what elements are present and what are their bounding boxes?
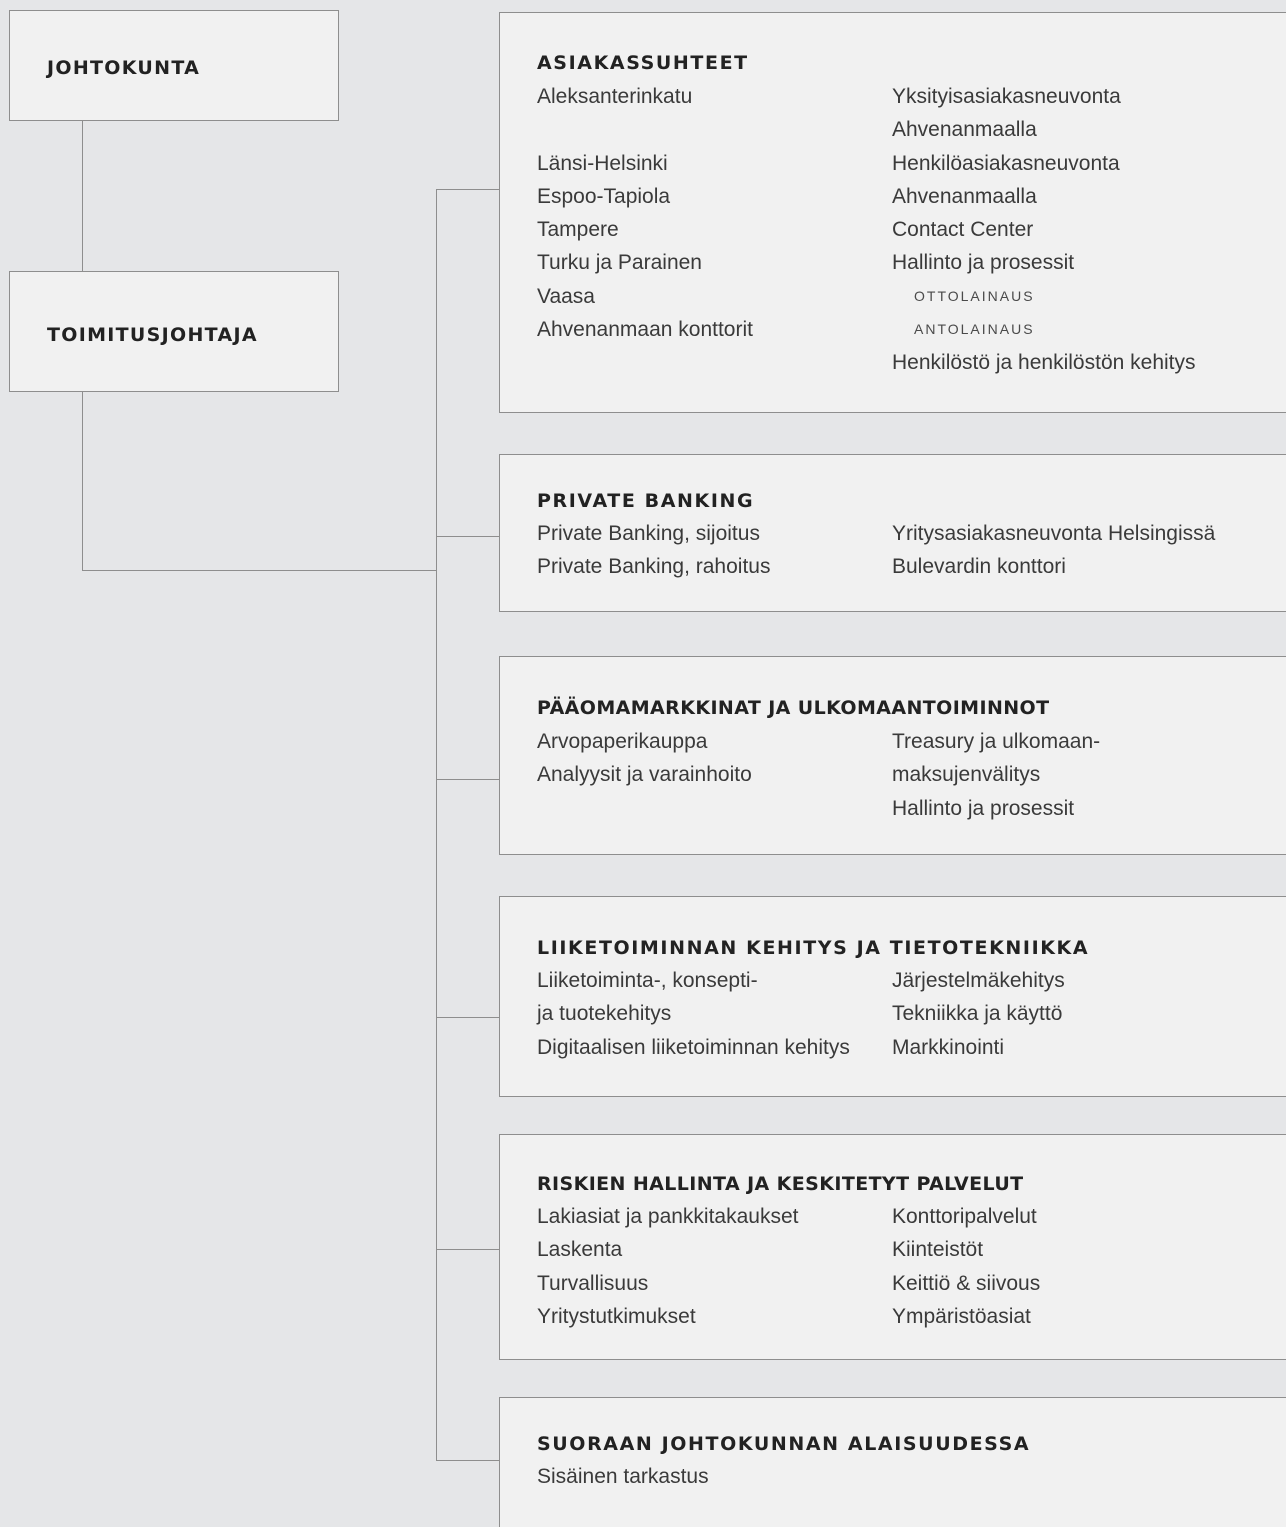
- list-item: Hallinto ja prosessit: [892, 796, 1075, 820]
- list-item: Yritystutkimukset: [537, 1304, 696, 1328]
- list-item: Yritysasiakasneuvonta Helsingissä: [892, 522, 1216, 545]
- list-item: Ympäristöasiat: [892, 1304, 1031, 1328]
- list-item: Contact Center: [892, 218, 1034, 242]
- dept-title: ASIAKASSUHTEET: [537, 52, 749, 74]
- dept-title: PRIVATE BANKING: [537, 490, 755, 512]
- dept-box-suoraan-johtokunnan: [499, 1397, 1286, 1527]
- connector-branch-6: [436, 1460, 500, 1461]
- dept-box-liiketoiminnan-kehitys: [499, 896, 1286, 1097]
- connector-ceo-down: [82, 391, 83, 571]
- list-item: ja tuotekehitys: [537, 1002, 672, 1026]
- dept-left-column: [537, 1460, 709, 1493]
- dept-box-private-banking: [499, 454, 1286, 612]
- list-item: Konttoripalvelut: [892, 1205, 1037, 1228]
- list-item: Keittiö & siivous: [892, 1271, 1041, 1295]
- dept-right-column: [892, 725, 1100, 825]
- dept-right-column: [892, 80, 1196, 380]
- list-subitem: ANTOLAINAUS: [914, 321, 1035, 338]
- list-item: Länsi-Helsinki: [537, 151, 668, 175]
- list-item: Arvopaperikauppa: [537, 730, 708, 753]
- dept-title: PÄÄOMAMARKKINAT JA ULKOMAANTOIMINNOT: [537, 697, 1050, 719]
- dept-title: LIIKETOIMINNAN KEHITYS JA TIETOTEKNIIKKA: [537, 937, 1090, 959]
- list-item: Sisäinen tarkastus: [537, 1465, 709, 1488]
- dept-left-column: [537, 517, 770, 584]
- list-item: Private Banking, sijoitus: [537, 522, 760, 545]
- list-item: Yksityisasiakasneuvonta: [892, 85, 1121, 108]
- list-item: Private Banking, rahoitus: [537, 555, 771, 579]
- connector-branch-5: [436, 1249, 500, 1250]
- list-item: Espoo-Tapiola: [537, 184, 671, 208]
- board-label: JOHTOKUNTA: [47, 57, 201, 79]
- dept-left-column: [537, 1200, 799, 1333]
- list-item: Treasury ja ulkomaan-: [892, 730, 1101, 753]
- dept-right-column: [892, 517, 1215, 584]
- list-item: Kiinteistöt: [892, 1238, 984, 1262]
- list-item: Järjestelmäkehitys: [892, 969, 1065, 992]
- dept-left-column: [537, 725, 752, 792]
- list-item: Liiketoiminta-, konsepti-: [537, 969, 758, 992]
- list-item: Henkilöasiakasneuvonta: [892, 151, 1120, 175]
- list-item: Vaasa: [537, 284, 595, 308]
- list-item: Henkilöstö ja henkilöstön kehitys: [892, 351, 1196, 375]
- list-item: Hallinto ja prosessit: [892, 251, 1075, 275]
- list-subitem: OTTOLAINAUS: [914, 287, 1035, 304]
- list-item: Tekniikka ja käyttö: [892, 1002, 1063, 1026]
- list-item: Laskenta: [537, 1238, 623, 1262]
- dept-box-asiakassuhteet: [499, 12, 1286, 413]
- list-item: Bulevardin konttori: [892, 555, 1066, 579]
- connector-ceo-horizontal: [82, 570, 437, 571]
- ceo-label: TOIMITUSJOHTAJA: [47, 324, 258, 346]
- list-item: Aleksanterinkatu: [537, 85, 693, 108]
- board-box: [9, 10, 339, 121]
- dept-left-column: [537, 80, 753, 346]
- list-item: Turku ja Parainen: [537, 251, 702, 275]
- connector-branch-4: [436, 1017, 500, 1018]
- dept-left-column: [537, 964, 850, 1064]
- list-item: Turvallisuus: [537, 1271, 649, 1295]
- dept-title: SUORAAN JOHTOKUNNAN ALAISUUDESSA: [537, 1433, 1031, 1455]
- list-item: Lakiasiat ja pankkitakaukset: [537, 1205, 799, 1228]
- list-item: Ahvenanmaalla: [892, 184, 1037, 208]
- connector-branch-3: [436, 779, 500, 780]
- list-item: maksujenvälitys: [892, 763, 1041, 787]
- connector-branch-2: [436, 536, 500, 537]
- connector-trunk: [436, 189, 437, 1460]
- list-item: Tampere: [537, 218, 619, 242]
- dept-box-paaomamarkkinat: [499, 656, 1286, 855]
- dept-box-riskien-hallinta: [499, 1134, 1286, 1360]
- connector-board-ceo: [82, 120, 83, 272]
- dept-title: RISKIEN HALLINTA JA KESKITETYT PALVELUT: [537, 1173, 1024, 1195]
- dept-right-column: [892, 1200, 1040, 1333]
- list-item: Digitaalisen liiketoiminnan kehitys: [537, 1035, 850, 1059]
- list-item: Ahvenanmaalla: [892, 118, 1037, 142]
- list-item: Ahvenanmaan konttorit: [537, 318, 753, 342]
- ceo-box: [9, 271, 339, 392]
- connector-branch-1: [436, 189, 500, 190]
- dept-right-column: [892, 964, 1065, 1064]
- list-item: Analyysit ja varainhoito: [537, 763, 752, 787]
- list-item: Markkinointi: [892, 1035, 1005, 1059]
